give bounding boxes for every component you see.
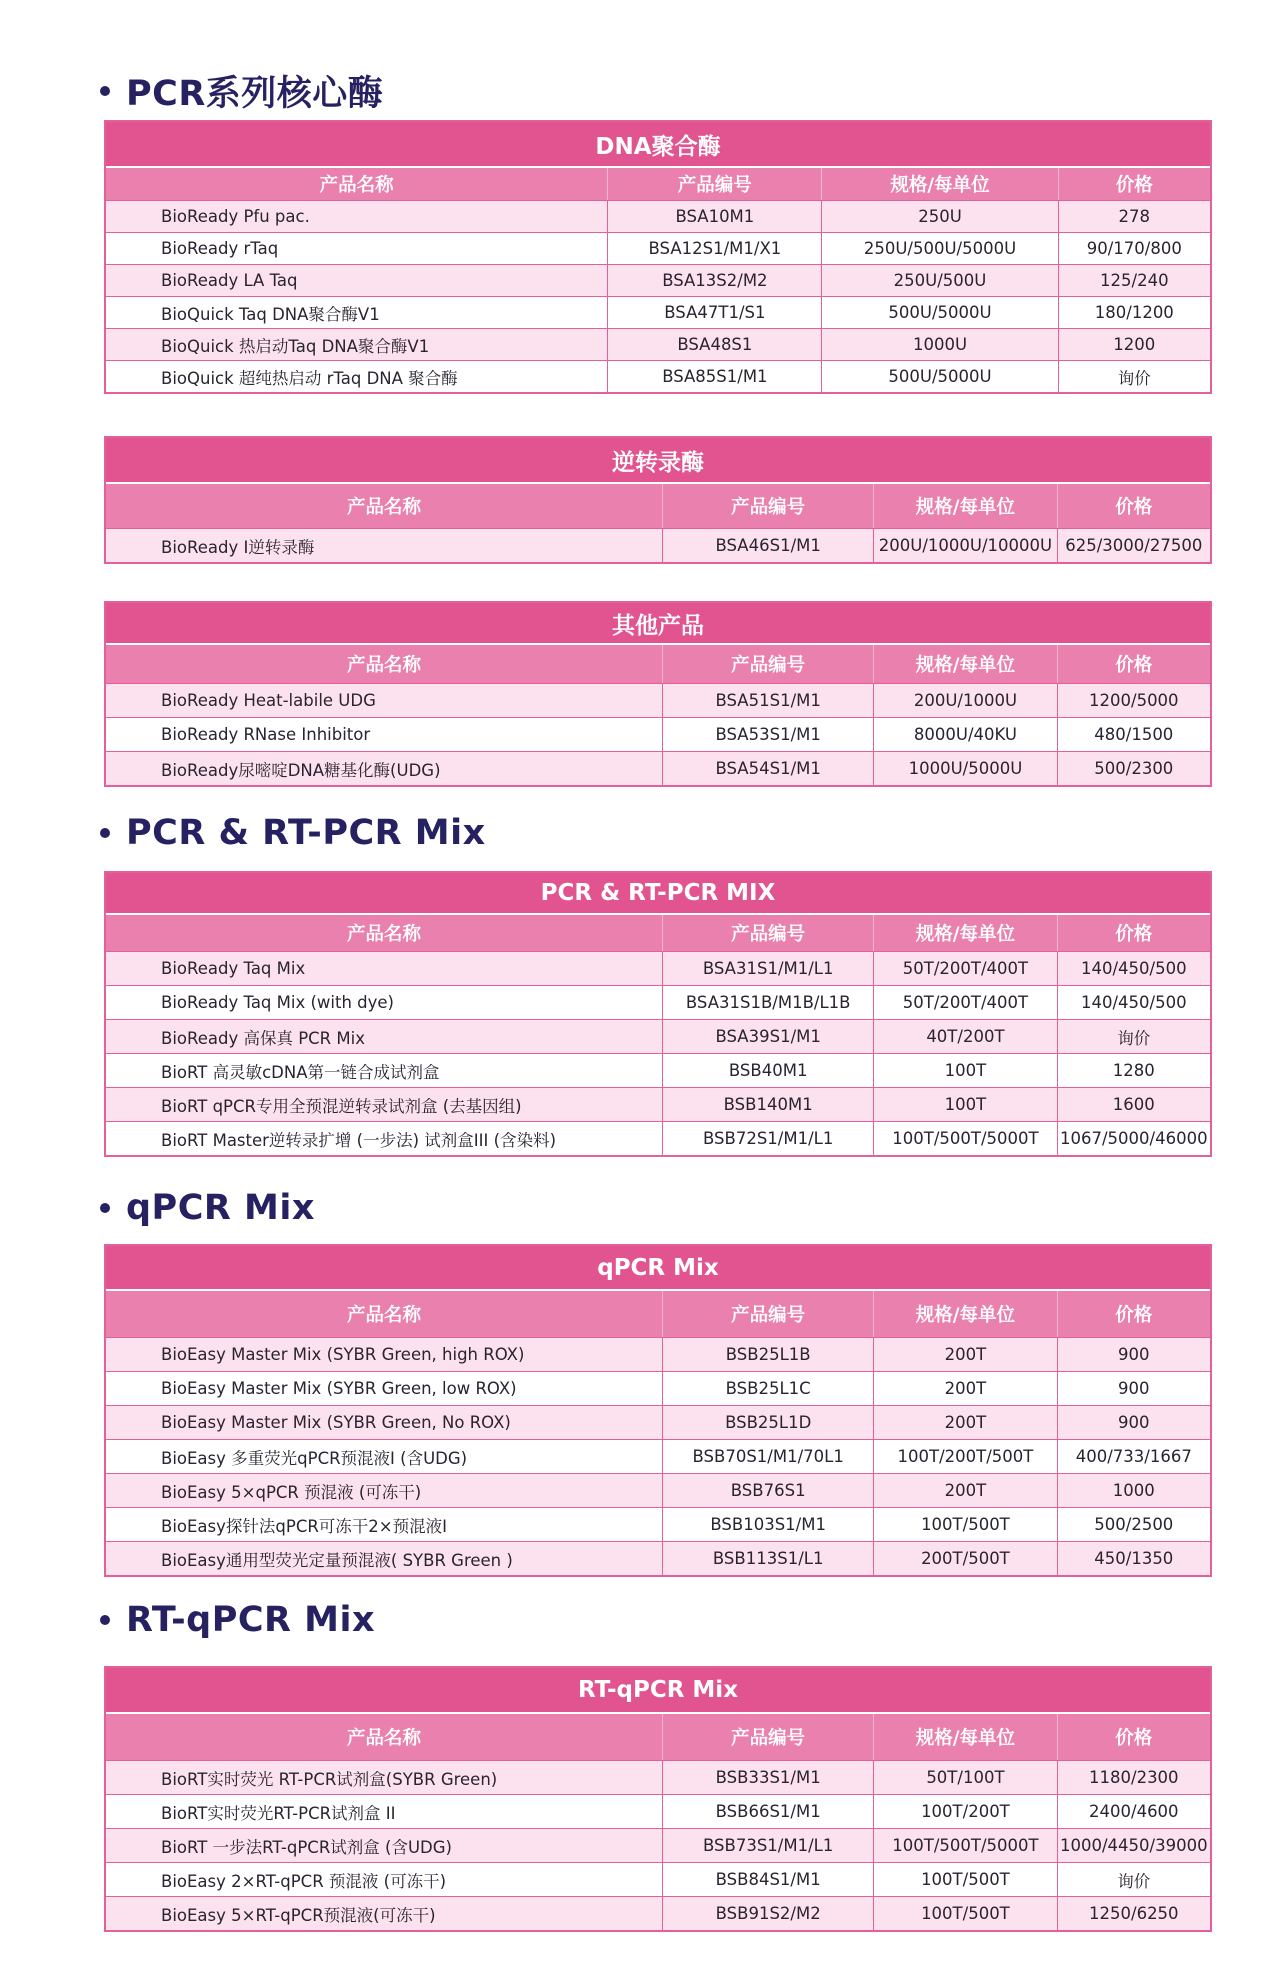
header-spec: 规格/每单位 [821,168,1057,200]
cell-name: BioReady尿嘧啶DNA糖基化酶(UDG) [161,760,441,780]
header-name: 产品名称 [346,1305,421,1326]
table-row [106,200,1210,232]
cell-name: BioReady Pfu pac. [161,207,310,226]
table-row [106,717,1210,751]
cell-spec: 250U [821,201,1057,232]
cell-name: BioRT实时荧光RT-PCR试剂盒 II [161,1803,396,1823]
table-title: RT-qPCR Mix [106,1668,1210,1714]
section-title-text: PCR & RT-PCR Mix [126,813,486,853]
cell-name: BioRT实时荧光 RT-PCR试剂盒(SYBR Green) [161,1769,498,1789]
cell-spec: 100T [873,1088,1056,1121]
cell-code: BSA31S1/M1/L1 [662,952,873,985]
table-row [106,1828,1210,1862]
cell-price: 180/1200 [1058,297,1210,328]
cell-name: BioReady LA Taq [161,271,298,290]
table-header-row [106,915,1210,951]
cell-name: BioReady 高保真 PCR Mix [161,1028,365,1048]
header-spec: 规格/每单位 [873,915,1056,951]
cell-code: BSB66S1/M1 [662,1795,873,1828]
cell-code: BSB25L1D [662,1406,873,1439]
cell-code: BSB76S1 [662,1474,873,1507]
cell-code: BSB70S1/M1/70L1 [662,1440,873,1473]
table-title: 其他产品 [106,603,1210,645]
cell-name: BioEasy探针法qPCR可冻干2×预混液I [161,1516,447,1536]
header-spec: 规格/每单位 [873,484,1056,528]
cell-spec: 250U/500U [821,265,1057,296]
table-header-row [106,1714,1210,1760]
cell-spec: 200T/500T [873,1542,1056,1575]
table-row [106,1337,1210,1371]
cell-name: BioRT qPCR专用全预混逆转录试剂盒 (去基因组) [161,1096,522,1116]
cell-spec: 100T/500T [873,1508,1056,1541]
cell-price: 1600 [1057,1088,1210,1121]
section-title [100,1188,315,1228]
table-row [106,1019,1210,1053]
cell-price: 500/2300 [1057,752,1210,785]
table-row [106,1405,1210,1439]
table-row [106,232,1210,264]
table-row [106,1473,1210,1507]
table-row [106,1439,1210,1473]
cell-spec: 200T [873,1372,1056,1405]
product-table-pcr-rtpcr-mix [104,871,1212,1157]
cell-code: BSB91S2/M2 [662,1897,873,1930]
cell-name: BioEasy 5×RT-qPCR预混液(可冻干) [161,1905,436,1925]
cell-price: 1200/5000 [1057,684,1210,717]
cell-spec: 500U/5000U [821,361,1057,392]
cell-spec: 1000U [821,329,1057,360]
table-header-row [106,645,1210,683]
cell-spec: 200U/1000U [873,684,1056,717]
table-row [106,1760,1210,1794]
header-code: 产品编号 [662,484,873,528]
header-name: 产品名称 [346,497,421,518]
cell-price: 1280 [1057,1054,1210,1087]
cell-price: 询价 [1057,1020,1210,1053]
cell-spec: 100T/500T [873,1897,1056,1930]
cell-name: BioRT Master逆转录扩增 (一步法) 试剂盒III (含染料) [161,1130,557,1150]
section-title-text: qPCR Mix [126,1188,315,1228]
cell-code: BSA13S2/M2 [607,265,821,296]
cell-name: BioReady Heat-labile UDG [161,691,376,710]
cell-price: 480/1500 [1057,718,1210,751]
cell-price: 询价 [1057,1863,1210,1896]
table-row [106,951,1210,985]
product-table-other-products [104,601,1212,787]
section-title-text: RT-qPCR Mix [126,1600,376,1640]
table-row [106,296,1210,328]
header-name: 产品名称 [346,655,421,676]
header-code: 产品编号 [662,1291,873,1337]
table-title: PCR & RT-PCR MIX [106,873,1210,915]
cell-code: BSA85S1/M1 [607,361,821,392]
cell-price: 140/450/500 [1057,986,1210,1019]
header-price: 价格 [1058,168,1210,200]
cell-name: BioEasy Master Mix (SYBR Green, No ROX) [161,1413,511,1432]
cell-code: BSA12S1/M1/X1 [607,233,821,264]
cell-name: BioQuick Taq DNA聚合酶V1 [161,304,380,324]
cell-spec: 40T/200T [873,1020,1056,1053]
cell-price: 询价 [1058,361,1210,392]
header-price: 价格 [1057,1291,1210,1337]
cell-name: BioReady rTaq [161,239,279,258]
section-title-text: PCR系列核心酶 [126,74,384,114]
cell-price: 450/1350 [1057,1542,1210,1575]
cell-code: BSA53S1/M1 [662,718,873,751]
bullet-icon [100,1203,110,1213]
cell-spec: 200T [873,1406,1056,1439]
header-spec: 规格/每单位 [873,1714,1056,1760]
table-row [106,1053,1210,1087]
header-price: 价格 [1057,1714,1210,1760]
header-code: 产品编号 [607,168,821,200]
section-title [100,66,383,116]
header-name: 产品名称 [346,924,421,945]
cell-code: BSB33S1/M1 [662,1761,873,1794]
cell-code: BSB25L1C [662,1372,873,1405]
table-header-row [106,1291,1210,1337]
table-title: qPCR Mix [106,1246,1210,1291]
cell-price: 140/450/500 [1057,952,1210,985]
cell-name: BioQuick 超纯热启动 rTaq DNA 聚合酶 [161,368,458,388]
cell-name: BioReady I逆转录酶 [161,537,315,557]
table-row [106,1121,1210,1155]
cell-spec: 50T/200T/400T [873,952,1056,985]
cell-spec: 250U/500U/5000U [821,233,1057,264]
cell-price: 125/240 [1058,265,1210,296]
table-row [106,1541,1210,1575]
cell-spec: 50T/100T [873,1761,1056,1794]
cell-name: BioEasy 2×RT-qPCR 预混液 (可冻干) [161,1871,447,1891]
table-row [106,751,1210,785]
table-row [106,1507,1210,1541]
cell-code: BSA39S1/M1 [662,1020,873,1053]
cell-name: BioReady Taq Mix (with dye) [161,993,394,1012]
cell-price: 500/2500 [1057,1508,1210,1541]
cell-price: 900 [1057,1372,1210,1405]
cell-price: 1250/6250 [1057,1897,1210,1930]
cell-spec: 100T [873,1054,1056,1087]
cell-name: BioRT 高灵敏cDNA第一链合成试剂盒 [161,1062,440,1082]
cell-price: 278 [1058,201,1210,232]
cell-spec: 200T [873,1474,1056,1507]
cell-name: BioQuick 热启动Taq DNA聚合酶V1 [161,336,430,356]
header-name: 产品名称 [319,175,394,196]
product-table-dna-polymerase [104,120,1212,394]
table-header-row [106,168,1210,200]
cell-price: 400/733/1667 [1057,1440,1210,1473]
table-row [106,1862,1210,1896]
cell-code: BSB72S1/M1/L1 [662,1122,873,1155]
cell-spec: 200T [873,1338,1056,1371]
cell-spec: 500U/5000U [821,297,1057,328]
table-row [106,528,1210,562]
bullet-icon [100,86,110,96]
table-row [106,360,1210,392]
header-code: 产品编号 [662,645,873,683]
section-title [100,813,486,853]
cell-price: 1180/2300 [1057,1761,1210,1794]
cell-name: BioEasy 5×qPCR 预混液 (可冻干) [161,1482,422,1502]
cell-name: BioReady Taq Mix [161,959,306,978]
header-spec: 规格/每单位 [873,645,1056,683]
cell-spec: 1000U/5000U [873,752,1056,785]
cell-price: 1200 [1058,329,1210,360]
header-name: 产品名称 [346,1728,421,1749]
cell-code: BSA48S1 [607,329,821,360]
cell-spec: 8000U/40KU [873,718,1056,751]
table-header-row [106,484,1210,528]
table-title: DNA聚合酶 [106,122,1210,168]
cell-price: 625/3000/27500 [1057,529,1210,562]
table-row [106,1087,1210,1121]
cell-code: BSB84S1/M1 [662,1863,873,1896]
cell-name: BioEasy Master Mix (SYBR Green, low ROX) [161,1379,517,1398]
product-table-qpcr-mix [104,1244,1212,1577]
header-code: 产品编号 [662,915,873,951]
cell-price: 1000/4450/39000 [1057,1829,1210,1862]
cell-name: BioEasy 多重荧光qPCR预混液I (含UDG) [161,1448,468,1468]
header-price: 价格 [1057,645,1210,683]
header-price: 价格 [1057,915,1210,951]
bullet-icon [100,1615,110,1625]
section-title [100,1600,375,1640]
cell-spec: 100T/500T/5000T [873,1122,1056,1155]
cell-spec: 100T/200T [873,1795,1056,1828]
cell-price: 2400/4600 [1057,1795,1210,1828]
cell-price: 900 [1057,1406,1210,1439]
product-table-reverse-transcriptase [104,436,1212,564]
bullet-icon [100,828,110,838]
cell-spec: 100T/500T [873,1863,1056,1896]
cell-code: BSA10M1 [607,201,821,232]
cell-spec: 50T/200T/400T [873,986,1056,1019]
cell-code: BSB103S1/M1 [662,1508,873,1541]
cell-code: BSA51S1/M1 [662,684,873,717]
cell-name: BioRT 一步法RT-qPCR试剂盒 (含UDG) [161,1837,452,1857]
table-row [106,1794,1210,1828]
table-row [106,1896,1210,1930]
cell-price: 900 [1057,1338,1210,1371]
cell-name: BioEasy通用型荧光定量预混液( SYBR Green ) [161,1550,513,1570]
cell-code: BSB40M1 [662,1054,873,1087]
cell-price: 90/170/800 [1058,233,1210,264]
table-row [106,683,1210,717]
cell-name: BioEasy Master Mix (SYBR Green, high ROX) [161,1345,525,1364]
cell-spec: 100T/500T/5000T [873,1829,1056,1862]
cell-spec: 100T/200T/500T [873,1440,1056,1473]
cell-code: BSB73S1/M1/L1 [662,1829,873,1862]
cell-code: BSB25L1B [662,1338,873,1371]
cell-spec: 200U/1000U/10000U [873,529,1056,562]
table-title: 逆转录酶 [106,438,1210,484]
cell-code: BSB140M1 [662,1088,873,1121]
cell-code: BSA54S1/M1 [662,752,873,785]
cell-name: BioReady RNase Inhibitor [161,725,371,744]
cell-price: 1067/5000/46000 [1057,1122,1210,1155]
header-code: 产品编号 [662,1714,873,1760]
header-price: 价格 [1057,484,1210,528]
table-row [106,264,1210,296]
table-row [106,1371,1210,1405]
header-spec: 规格/每单位 [873,1291,1056,1337]
table-row [106,328,1210,360]
cell-code: BSA31S1B/M1B/L1B [662,986,873,1019]
table-row [106,985,1210,1019]
cell-code: BSB113S1/L1 [662,1542,873,1575]
cell-price: 1000 [1057,1474,1210,1507]
product-table-rt-qpcr-mix [104,1666,1212,1932]
cell-code: BSA46S1/M1 [662,529,873,562]
cell-code: BSA47T1/S1 [607,297,821,328]
